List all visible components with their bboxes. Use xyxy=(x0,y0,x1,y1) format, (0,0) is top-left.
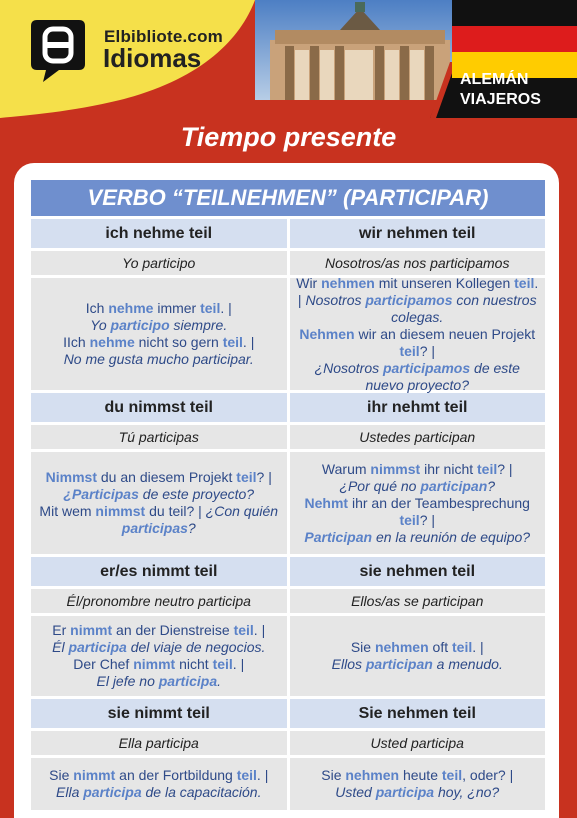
conjugation-heading: ich nehme teil xyxy=(31,219,287,248)
audience-label: VIAJEROS xyxy=(460,91,541,108)
sentence-text: ¿Nosotros xyxy=(314,359,383,376)
example-line xyxy=(37,767,281,801)
sentence-text: Er xyxy=(52,622,71,638)
sentence-text: oft xyxy=(428,639,452,655)
verb-highlight: nimmst xyxy=(95,503,146,519)
language-label: ALEMÁN xyxy=(460,71,529,88)
example-sentences xyxy=(31,758,287,810)
conjugation-heading: Sie nehmen teil xyxy=(290,699,546,728)
example-line xyxy=(86,300,232,317)
examples-row xyxy=(31,274,545,393)
sentence-text: Sie xyxy=(321,767,346,783)
sentence-text: an der Fortbildung xyxy=(115,767,237,783)
sentence-text: . | xyxy=(242,334,255,350)
translation-row xyxy=(31,731,545,755)
verb-highlight: Nimmst xyxy=(45,469,97,485)
conjugation-heading: sie nimmt teil xyxy=(31,699,287,728)
sentence-text: ? | xyxy=(419,342,436,359)
example-line xyxy=(321,767,513,784)
example-sentences xyxy=(290,452,546,554)
verb-highlight: participan xyxy=(420,477,488,494)
sentence-text: Sie xyxy=(49,767,74,783)
verb-highlight: nehmen xyxy=(345,767,400,783)
example-sentences xyxy=(31,278,287,390)
example-line xyxy=(52,639,265,656)
logo-book-icon xyxy=(25,18,91,84)
verb-highlight: participa xyxy=(375,784,435,800)
flag-stripe-black xyxy=(452,0,577,26)
sentence-text: Él xyxy=(52,639,69,655)
conjugation-blocks xyxy=(31,219,545,810)
sentence-text: Usted xyxy=(335,784,376,800)
sentence-text: immer xyxy=(153,300,201,316)
sentence-text: . | xyxy=(297,274,539,308)
sentence-text: , oder? | xyxy=(462,767,514,783)
sentence-text: hoy, ¿no? xyxy=(434,784,500,800)
verb-highlight: teil xyxy=(236,469,257,485)
example-line xyxy=(296,360,540,394)
example-line xyxy=(332,656,503,673)
verb-highlight: nimmt xyxy=(73,767,116,783)
verb-highlight: participo xyxy=(110,317,170,333)
sentence-text: ? | xyxy=(256,469,272,485)
translation-row xyxy=(31,251,545,275)
verb-highlight: participan xyxy=(365,656,433,672)
sentence-text: de este proyecto? xyxy=(138,486,255,502)
sentence-text: de la capacitación. xyxy=(141,784,262,800)
example-line xyxy=(335,784,499,801)
verb-highlight: teil xyxy=(441,767,463,783)
example-line xyxy=(96,673,221,690)
sentence-text: . | xyxy=(472,639,484,655)
verb-highlight: nehmen xyxy=(321,274,375,291)
conjugation-heading: er/es nimmt teil xyxy=(31,557,287,586)
translation-text: Nosotros/as nos participamos xyxy=(290,251,546,275)
example-line xyxy=(52,622,265,639)
sentence-text: ? xyxy=(187,520,196,536)
header xyxy=(0,0,577,118)
verb-highlight: participas xyxy=(121,520,188,536)
verb-highlight: teil xyxy=(212,656,233,672)
example-sentences xyxy=(31,452,287,554)
translation-row xyxy=(31,425,545,449)
sentence-text: ihr an der Teambesprechung xyxy=(348,494,530,511)
sentence-text: de este nuevo proyecto? xyxy=(365,359,520,393)
example-line xyxy=(64,351,254,368)
verb-highlight: participa xyxy=(83,784,142,800)
verb-highlight: nehmen xyxy=(374,639,429,655)
verb-title: VERBO “TEILNEHMEN” (PARTICIPAR) xyxy=(31,180,545,216)
sentence-text: del viaje de negocios. xyxy=(126,639,266,655)
sentence-text: an der Dienstreise xyxy=(112,622,234,638)
sentence-text: siempre. xyxy=(169,317,228,333)
example-sentences xyxy=(290,758,546,810)
example-line xyxy=(90,317,227,334)
example-line xyxy=(37,503,281,537)
example-line xyxy=(304,529,530,546)
verb-highlight: teil xyxy=(452,639,473,655)
logo-site: Elbibliote.com xyxy=(104,27,223,46)
example-sentences xyxy=(31,616,287,696)
verb-highlight: Participan xyxy=(304,528,373,545)
verb-highlight: nimmt xyxy=(70,622,113,638)
german-flag xyxy=(452,0,577,78)
verb-highlight: nehme xyxy=(108,300,154,316)
sentence-text: El jefe no xyxy=(96,673,159,689)
sentence-text: Mit wem xyxy=(39,503,96,519)
sentence-text: . | xyxy=(253,622,266,638)
translation-text: Él/pronombre neutro participa xyxy=(31,589,287,613)
sentence-text: ¿Con quién xyxy=(205,503,279,519)
verb-highlight: ¿Participas xyxy=(63,486,139,502)
translation-text: Yo participo xyxy=(31,251,287,275)
course-tag xyxy=(460,70,570,110)
sentence-text: . | xyxy=(256,767,269,783)
conjugation-heading: sie nehmen teil xyxy=(290,557,546,586)
verb-highlight: teil xyxy=(399,342,420,359)
sentence-text: nicht so gern xyxy=(134,334,223,350)
verb-highlight: nimmst xyxy=(370,460,421,477)
sentence-text: Wir xyxy=(296,274,322,291)
sentence-text: ? | xyxy=(419,511,436,528)
verb-highlight: participa xyxy=(158,673,218,689)
translation-row xyxy=(31,589,545,613)
verb-highlight: teil xyxy=(514,274,535,291)
sentence-text: nicht xyxy=(175,656,213,672)
verb-highlight: teil xyxy=(200,300,221,316)
translation-text: Ellos/as se participan xyxy=(290,589,546,613)
sentence-text: No me gusta mucho participar. xyxy=(63,351,254,367)
sentence-text: ? xyxy=(487,477,496,494)
conjugation-heading: ihr nehmt teil xyxy=(290,393,546,422)
pronoun-row xyxy=(31,393,545,422)
verb-highlight: nehme xyxy=(89,334,135,350)
sentence-text: Ellos xyxy=(331,656,366,672)
sentence-text: Warum xyxy=(321,460,371,477)
sentence-text: . | xyxy=(220,300,232,316)
examples-row xyxy=(31,452,545,554)
examples-row xyxy=(31,616,545,696)
pronoun-row xyxy=(31,699,545,728)
example-line xyxy=(296,326,540,360)
example-sentences xyxy=(290,616,546,696)
sentence-text: Sie xyxy=(350,639,375,655)
example-line xyxy=(296,275,540,326)
translation-text: Ustedes participan xyxy=(290,425,546,449)
sentence-text: du teil? | xyxy=(145,503,206,519)
sentence-text: a menudo. xyxy=(432,656,503,672)
verb-highlight: teil xyxy=(233,622,254,638)
examples-row xyxy=(31,758,545,810)
sentence-text: wir an diesem neuen Projekt xyxy=(354,325,536,342)
sentence-text: ¿Por qué no xyxy=(339,477,421,494)
sentence-text: ? | xyxy=(497,460,513,477)
verb-highlight: teil xyxy=(399,511,420,528)
sentence-text: ihr nicht xyxy=(420,460,478,477)
sentence-text: Ich xyxy=(85,300,109,316)
verb-highlight: participamos xyxy=(383,359,471,376)
example-line xyxy=(339,478,495,495)
sentence-text: con nuestros colegas. xyxy=(391,291,537,325)
sentence-text: Yo xyxy=(90,317,111,333)
verb-highlight: Nehmen xyxy=(299,325,355,342)
sentence-text: . xyxy=(217,673,221,689)
example-line xyxy=(73,656,244,673)
example-line xyxy=(63,334,254,351)
sentence-text: Nosotros xyxy=(305,291,366,308)
verb-highlight: Nehmt xyxy=(304,494,349,511)
example-line xyxy=(37,469,281,503)
sentence-text: en la reunión de equipo? xyxy=(372,528,531,545)
sentence-text: Ella xyxy=(56,784,84,800)
conjugation-heading: du nimmst teil xyxy=(31,393,287,422)
verb-highlight: participa xyxy=(68,639,127,655)
sentence-text: Der Chef xyxy=(73,656,134,672)
example-line xyxy=(322,461,513,478)
sentence-text: du an diesem Projekt xyxy=(97,469,237,485)
logo-brand: Idiomas xyxy=(103,43,202,73)
verb-highlight: participamos xyxy=(365,291,453,308)
flag-stripe-red xyxy=(452,26,577,52)
translation-text: Ella participa xyxy=(31,731,287,755)
page-title: Tiempo presente xyxy=(180,122,397,152)
conjugation-table xyxy=(31,180,545,810)
sentence-text: . | xyxy=(232,656,245,672)
conjugation-heading: wir nehmen teil xyxy=(290,219,546,248)
verb-highlight: teil xyxy=(222,334,243,350)
translation-text: Usted participa xyxy=(290,731,546,755)
sentence-text: IIch xyxy=(63,334,90,350)
verb-highlight: nimmt xyxy=(133,656,176,672)
verb-highlight: teil xyxy=(236,767,257,783)
sentence-text: mit unseren Kollegen xyxy=(374,274,515,291)
example-sentences xyxy=(290,274,546,393)
verb-highlight: teil xyxy=(477,460,498,477)
sentence-text: heute xyxy=(399,767,442,783)
pronoun-row xyxy=(31,219,545,248)
translation-text: Tú participas xyxy=(31,425,287,449)
pronoun-row xyxy=(31,557,545,586)
example-line xyxy=(351,639,484,656)
example-line xyxy=(296,495,540,529)
